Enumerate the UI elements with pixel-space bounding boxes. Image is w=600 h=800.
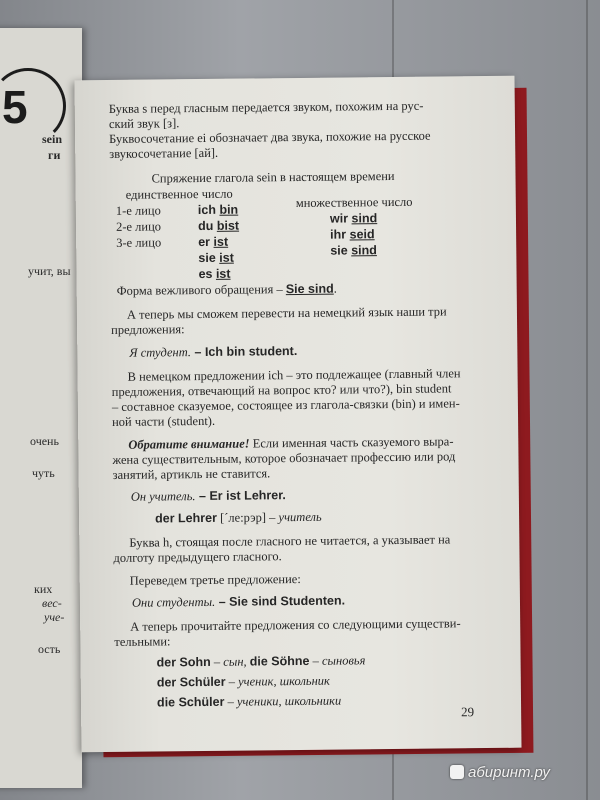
pronoun: ihr — [330, 227, 347, 242]
paragraph-line: Переведем третье предложение: — [129, 571, 301, 588]
chapter-number: 5 — [2, 81, 28, 133]
pronoun: sie — [330, 243, 348, 258]
verb-form: sind — [351, 211, 378, 226]
conjugation-form — [198, 235, 228, 250]
paragraph-line: занятий, артикль не ставится. — [112, 466, 271, 482]
example-sentence: Я студент. – Ich bin student. — [129, 344, 298, 360]
polite-form-line: Форма вежливого обращения – Sie sind. — [116, 281, 337, 298]
verb-form: bin — [219, 202, 239, 217]
page-number: 29 — [461, 704, 475, 720]
intro-line: звукосочетание [ай]. — [109, 145, 219, 161]
left-page-fragment: ких — [34, 582, 53, 596]
left-page-fragment: sein — [42, 132, 63, 146]
conjugation-form — [330, 211, 377, 226]
paragraph-line: предложения: — [111, 322, 185, 337]
attention-label: Обратите внимание! — [128, 436, 250, 452]
pronoun: er — [198, 234, 211, 250]
vocabulary-entry: der Lehrer [ˊле:рэр] – учитель — [155, 509, 322, 526]
person-label: 3-е лицо — [116, 235, 162, 250]
paragraph-line: жена существительным, которое обозначает профессию или род — [112, 449, 456, 467]
person-label: 2-е лицо — [115, 219, 162, 234]
intro-line: Буквосочетание ei обозначает два звука, похожие на русское — [109, 128, 431, 146]
table-plank-seam — [586, 0, 588, 800]
watermark: абиринт.ру — [450, 764, 550, 781]
pronoun: wir — [329, 211, 349, 226]
verb-form: ist — [213, 234, 229, 249]
paragraph-line: ной части (student). — [111, 413, 216, 429]
conjugation-title: Спряжение глагола sein в настоящем времени — [151, 168, 395, 186]
pronoun: du — [197, 218, 214, 234]
verb-form: seid — [349, 227, 375, 242]
conjugation-form — [198, 267, 230, 282]
verb-form: sind — [351, 243, 377, 258]
intro-line: ский звук [з]. — [108, 116, 180, 131]
verb-form: ist — [215, 266, 231, 281]
person-label: 1-е лицо — [115, 203, 161, 218]
left-page-fragment: ость — [38, 642, 61, 656]
singular-header: единственное число — [125, 186, 233, 202]
left-page-fragment: уче- — [44, 610, 65, 624]
intro-line: Буква s перед гласным передается звуком, похожим на рус- — [108, 98, 424, 116]
plural-header: множественное число — [295, 194, 413, 211]
vocabulary-entry: die Schüler – ученики, школьники — [156, 693, 342, 710]
conjugation-form — [330, 227, 375, 242]
paragraph-line: – составное сказуемое, состоящее из глагола-связки (bin) и имен- — [111, 396, 460, 414]
pronoun: sie — [198, 250, 216, 266]
pronoun: es — [198, 266, 213, 282]
conjugation-form — [198, 251, 234, 266]
paragraph-line: В немецком предложении ich – это подлежащее (главный член — [127, 366, 461, 384]
left-page-fragment: вес- — [42, 596, 62, 610]
attention-line: Обратите внимание! Если именная часть сказуемого выра- — [128, 434, 454, 452]
conjugation-form — [198, 219, 239, 234]
verb-form: ist — [219, 250, 234, 265]
paragraph-line: А теперь прочитайте предложения со следующими существи- — [130, 616, 461, 634]
paragraph-line: А теперь мы сможем перевести на немецкий язык наши три — [126, 304, 447, 322]
conjugation-form — [330, 243, 377, 258]
conjugation-form — [198, 203, 238, 218]
verb-form: bist — [216, 218, 240, 233]
left-page-fragment: учит, вы — [28, 264, 71, 278]
previous-page — [0, 28, 82, 788]
paragraph-line: тельными: — [114, 634, 171, 649]
left-page-fragment: чуть — [32, 466, 55, 480]
polite-form: Sie sind — [285, 281, 334, 297]
pronoun: ich — [197, 202, 216, 218]
paragraph-line: долготу предыдущего гласного. — [113, 549, 282, 565]
left-page-fragment: ги — [48, 148, 61, 162]
example-sentence: Они студенты. – Sie sind Studenten. — [131, 593, 346, 610]
vocabulary-entry: der Sohn – сын, die Söhne – сыновья — [156, 653, 366, 670]
textbook-page — [74, 76, 521, 753]
labyrinth-logo-icon — [450, 765, 464, 779]
vocabulary-entry: der Schüler – ученик, школьник — [156, 673, 330, 690]
paragraph-line: Буква h, стоящая после гласного не читается, а указывает на — [129, 532, 451, 550]
example-sentence: Он учитель. – Er ist Lehrer. — [130, 488, 286, 504]
paragraph-line: предложения, отвечающий на вопрос кто? или что?), bin student — [111, 381, 452, 399]
left-page-fragment: очень — [30, 434, 59, 448]
